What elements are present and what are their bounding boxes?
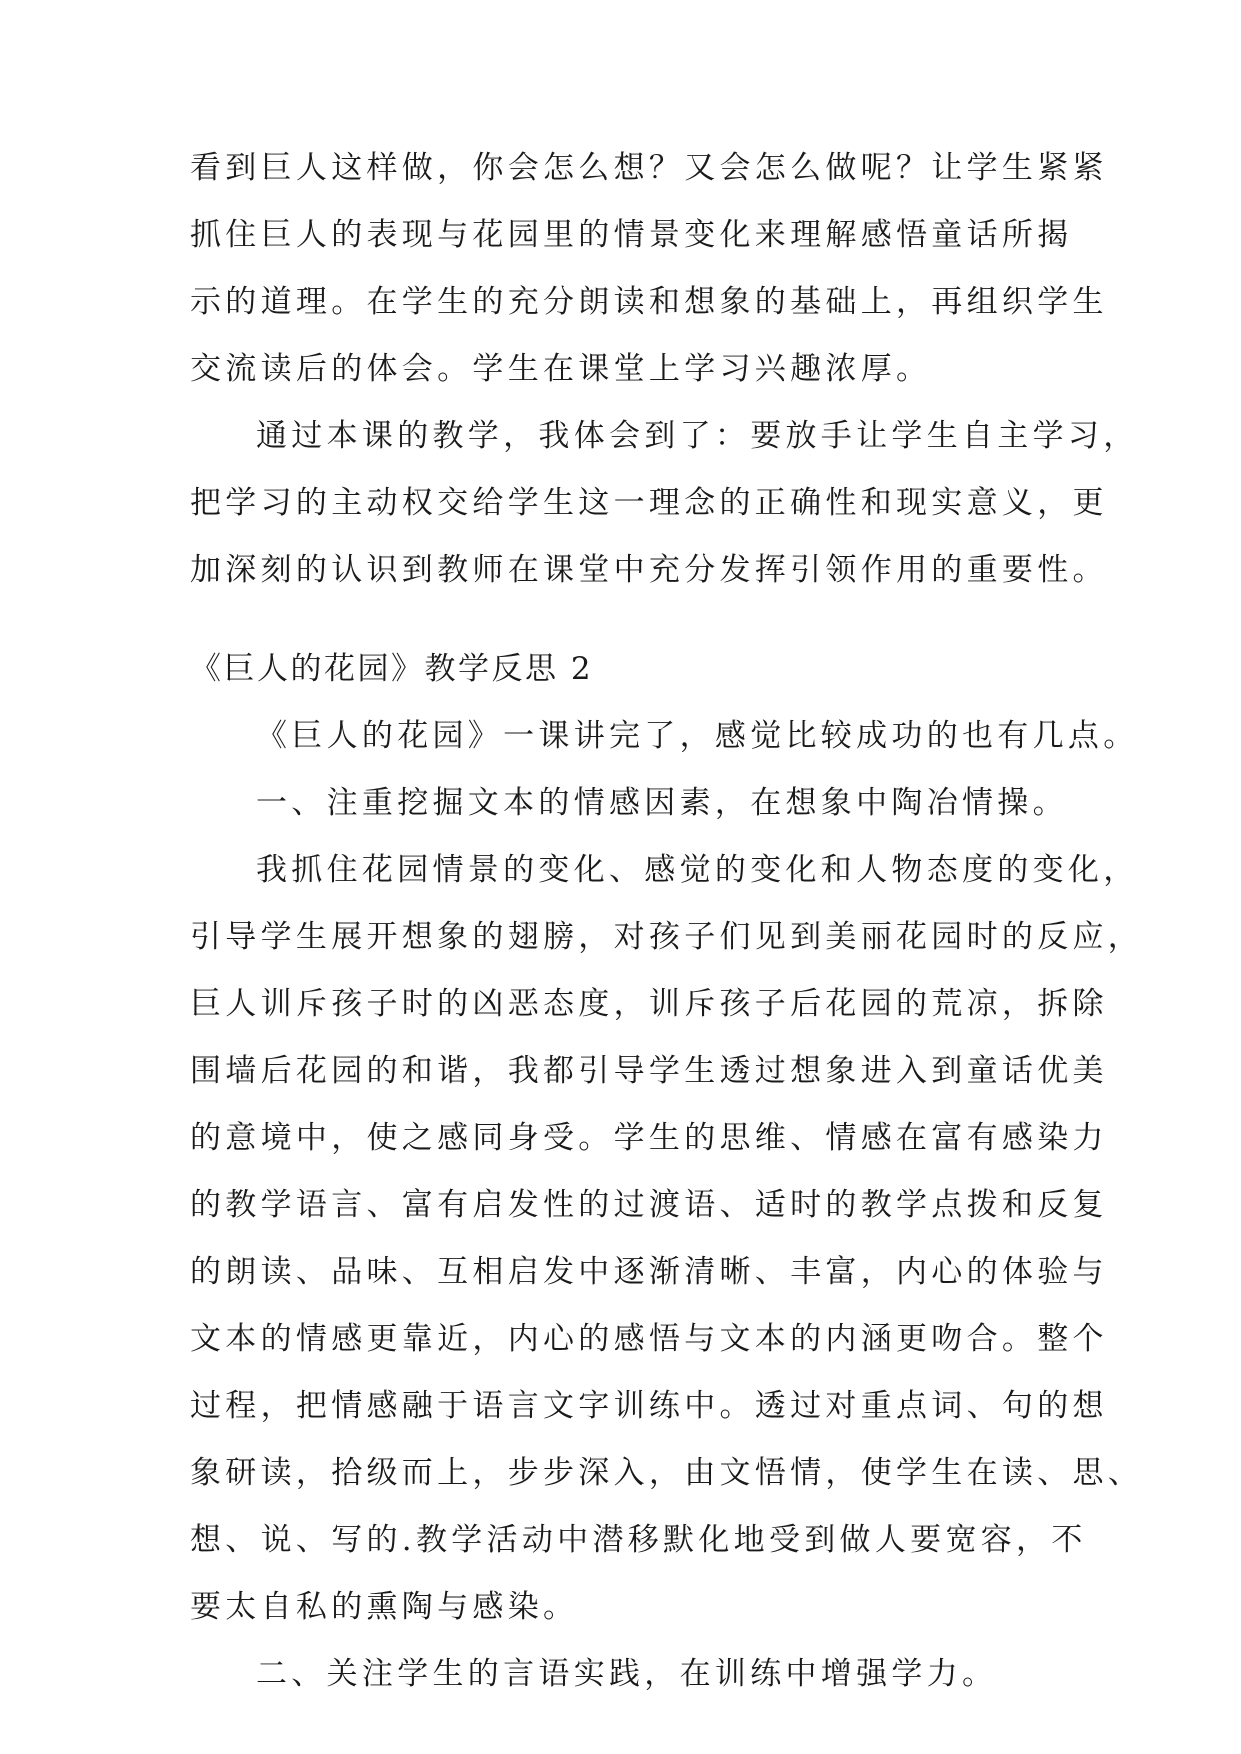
text-line: 引导学生展开想象的翅膀，对孩子们见到美丽花园时的反应， <box>190 919 1144 955</box>
text-line: 的教学语言、富有启发性的过渡语、适时的教学点拨和反复 <box>190 1187 1108 1223</box>
text-line: 要太自私的熏陶与感染。 <box>190 1589 579 1625</box>
text-line: 抓住巨人的表现与花园里的情景变化来理解感悟童话所揭 <box>190 217 1073 253</box>
text-line: 巨人训斥孩子时的凶恶态度，训斥孩子后花园的荒凉，拆除 <box>190 986 1108 1022</box>
text-line: 加深刻的认识到教师在课堂中充分发挥引领作用的重要性。 <box>190 552 1108 588</box>
text-line: 的意境中，使之感同身受。学生的思维、情感在富有感染力 <box>190 1120 1108 1156</box>
text-line: 的朗读、品味、互相启发中逐渐清晰、丰富，内心的体验与 <box>190 1254 1108 1290</box>
text-line: 通过本课的教学，我体会到了：要放手让学生自主学习， <box>256 418 1139 454</box>
section-heading: 《巨人的花园》教学反思 2 <box>190 651 594 687</box>
subheading: 一、注重挖掘文本的情感因素，在想象中陶冶情操。 <box>256 785 1068 821</box>
text-line: 想、说、写的.教学活动中潜移默化地受到做人要宽容，不 <box>190 1522 1087 1558</box>
text-line: 文本的情感更靠近，内心的感悟与文本的内涵更吻合。整个 <box>190 1321 1108 1357</box>
text-line: 《巨人的花园》一课讲完了，感觉比较成功的也有几点。 <box>256 718 1139 754</box>
text-line: 看到巨人这样做，你会怎么想？又会怎么做呢？让学生紧紧 <box>190 150 1108 186</box>
text-line: 交流读后的体会。学生在课堂上学习兴趣浓厚。 <box>190 351 932 387</box>
text-line: 象研读，拾级而上，步步深入，由文悟情，使学生在读、思、 <box>190 1455 1144 1491</box>
text-line: 把学习的主动权交给学生这一理念的正确性和现实意义，更 <box>190 485 1108 521</box>
text-line: 围墙后花园的和谐，我都引导学生透过想象进入到童话优美 <box>190 1053 1108 1089</box>
text-line: 过程，把情感融于语言文字训练中。透过对重点词、句的想 <box>190 1388 1108 1424</box>
text-line: 示的道理。在学生的充分朗读和想象的基础上，再组织学生 <box>190 284 1108 320</box>
text-line: 我抓住花园情景的变化、感觉的变化和人物态度的变化， <box>256 852 1139 888</box>
subheading: 二、关注学生的言语实践，在训练中增强学力。 <box>256 1656 998 1692</box>
